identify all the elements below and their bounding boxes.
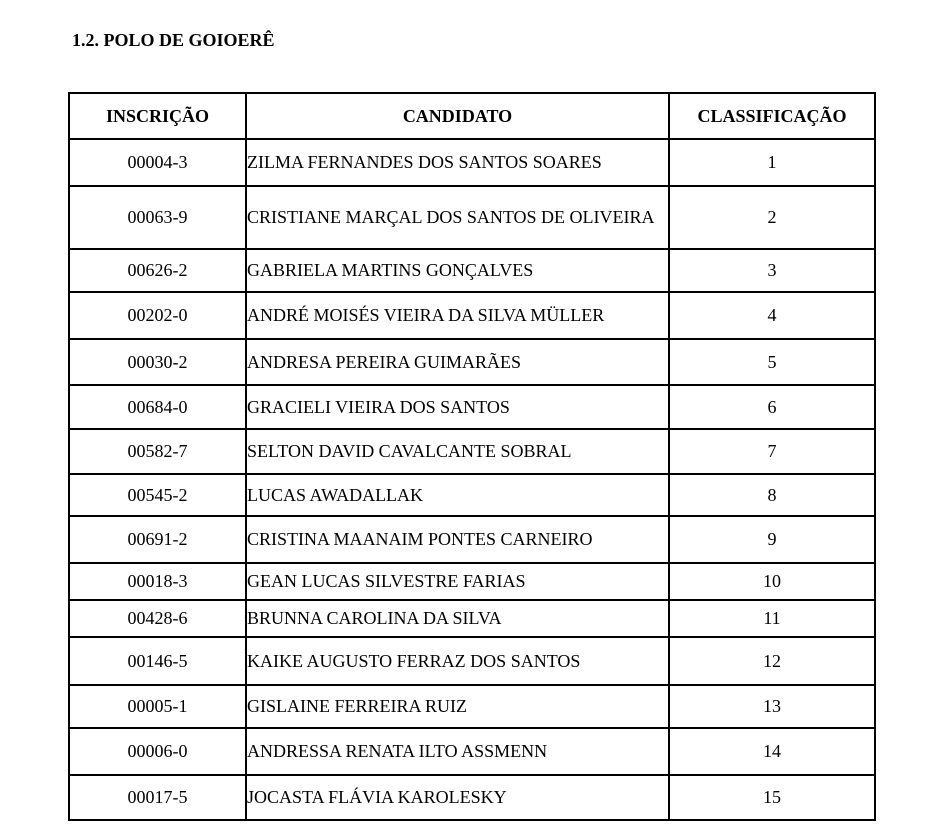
cell-classificacao: 13 <box>669 685 875 728</box>
cell-inscricao: 00146-5 <box>69 637 246 685</box>
table-row <box>69 385 875 429</box>
cell-inscricao: 00017-5 <box>69 775 246 820</box>
cell-candidato: JOCASTA FLÁVIA KAROLESKY <box>246 775 669 820</box>
cell-classificacao: 12 <box>669 637 875 685</box>
table-row <box>69 775 875 820</box>
cell-candidato: GEAN LUCAS SILVESTRE FARIAS <box>246 563 669 600</box>
cell-inscricao: 00684-0 <box>69 385 246 429</box>
cell-classificacao: 4 <box>669 292 875 339</box>
cell-candidato: ANDRESA PEREIRA GUIMARÃES <box>246 339 669 385</box>
cell-inscricao: 00063-9 <box>69 186 246 249</box>
cell-inscricao: 00582-7 <box>69 429 246 474</box>
table-row <box>69 186 875 249</box>
table-row <box>69 516 875 563</box>
cell-classificacao: 6 <box>669 385 875 429</box>
cell-classificacao: 14 <box>669 728 875 775</box>
table-row <box>69 292 875 339</box>
header-candidato: CANDIDATO <box>246 93 669 139</box>
cell-classificacao: 7 <box>669 429 875 474</box>
table-row <box>69 139 875 186</box>
cell-candidato: ANDRESSA RENATA ILTO ASSMENN <box>246 728 669 775</box>
header-row <box>69 93 875 139</box>
table-row <box>69 685 875 728</box>
cell-classificacao: 10 <box>669 563 875 600</box>
cell-candidato: ANDRÉ MOISÉS VIEIRA DA SILVA MÜLLER <box>246 292 669 339</box>
table-row <box>69 249 875 292</box>
table-row <box>69 339 875 385</box>
table-row <box>69 429 875 474</box>
table-row <box>69 637 875 685</box>
cell-candidato: CRISTIANE MARÇAL DOS SANTOS DE OLIVEIRA <box>246 186 669 249</box>
table-row <box>69 600 875 637</box>
header-classificacao: CLASSIFICAÇÃO <box>669 93 875 139</box>
cell-candidato: BRUNNA CAROLINA DA SILVA <box>246 600 669 637</box>
cell-candidato: ZILMA FERNANDES DOS SANTOS SOARES <box>246 139 669 186</box>
cell-classificacao: 2 <box>669 186 875 249</box>
cell-classificacao: 9 <box>669 516 875 563</box>
cell-inscricao: 00428-6 <box>69 600 246 637</box>
cell-classificacao: 15 <box>669 775 875 820</box>
header-inscricao: INSCRIÇÃO <box>69 93 246 139</box>
cell-inscricao: 00005-1 <box>69 685 246 728</box>
cell-classificacao: 3 <box>669 249 875 292</box>
cell-candidato: GISLAINE FERREIRA RUIZ <box>246 685 669 728</box>
cell-inscricao: 00030-2 <box>69 339 246 385</box>
cell-inscricao: 00006-0 <box>69 728 246 775</box>
cell-candidato: KAIKE AUGUSTO FERRAZ DOS SANTOS <box>246 637 669 685</box>
table-row <box>69 728 875 775</box>
cell-inscricao: 00691-2 <box>69 516 246 563</box>
cell-inscricao: 00545-2 <box>69 474 246 516</box>
cell-classificacao: 1 <box>669 139 875 186</box>
cell-candidato: LUCAS AWADALLAK <box>246 474 669 516</box>
cell-candidato: GRACIELI VIEIRA DOS SANTOS <box>246 385 669 429</box>
results-table <box>68 92 876 821</box>
cell-inscricao: 00626-2 <box>69 249 246 292</box>
results-body <box>69 139 875 820</box>
cell-candidato: GABRIELA MARTINS GONÇALVES <box>246 249 669 292</box>
section-title: 1.2. POLO DE GOIOERÊ <box>72 30 275 50</box>
table-row <box>69 474 875 516</box>
table-row <box>69 563 875 600</box>
cell-classificacao: 8 <box>669 474 875 516</box>
cell-inscricao: 00202-0 <box>69 292 246 339</box>
cell-inscricao: 00018-3 <box>69 563 246 600</box>
cell-inscricao: 00004-3 <box>69 139 246 186</box>
cell-candidato: SELTON DAVID CAVALCANTE SOBRAL <box>246 429 669 474</box>
cell-candidato: CRISTINA MAANAIM PONTES CARNEIRO <box>246 516 669 563</box>
cell-classificacao: 11 <box>669 600 875 637</box>
cell-classificacao: 5 <box>669 339 875 385</box>
